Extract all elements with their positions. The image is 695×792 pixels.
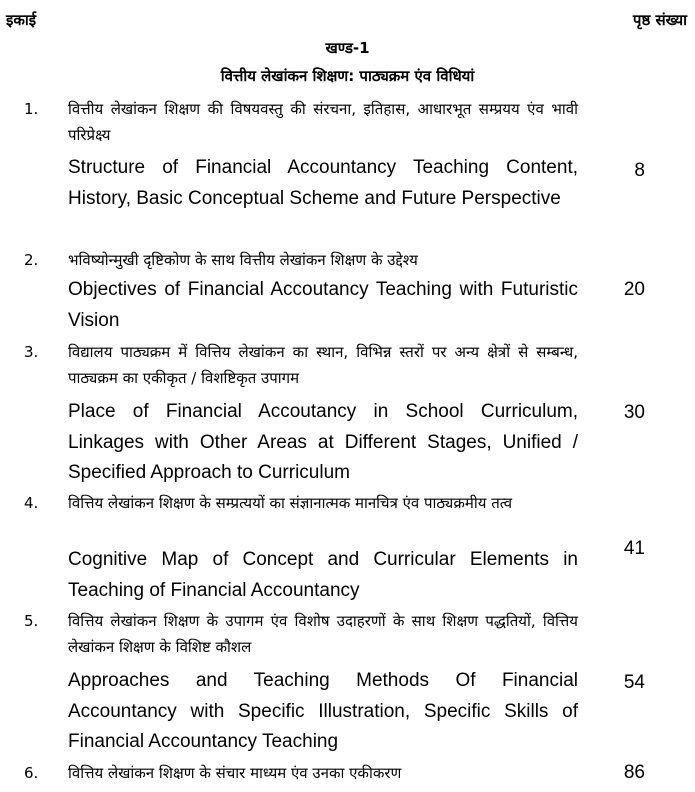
entry-hindi-title: विद्यालय पाठ्यक्रम में वित्तिय लेखांकन का स्थान, विभिन्न स्तरों पर अन्य क्षेत्रों से सम्बन्ध, पाठ्यक्रम का एकीकृत / विशष्टिकृत उपागम	[68, 343, 578, 387]
section-title: वित्तीय लेखांकन शिक्षण: पाठ्यक्रम एंव विधियां	[220, 67, 475, 85]
entry-hindi-title: भविष्योन्मुखी दृष्टिकोण के साथ वित्तीय लेखांकन शिक्षण के उद्देश्य	[68, 251, 418, 269]
entry-number: 3.	[24, 343, 39, 361]
page-number-column-header: पृष्ठ संख्या	[632, 11, 687, 29]
entry-page-number: 86	[623, 762, 645, 783]
entry-english-title: Place of Financial Accoutancy in School Curriculum, Linkages with Other Areas at Different Stages, Unified / Specified Approach to Curriculum	[68, 401, 578, 483]
unit-column-header: इकाई	[6, 11, 37, 29]
entry-page-number: 20	[623, 279, 645, 300]
entry-page-number: 30	[623, 402, 645, 423]
entry-number: 1.	[24, 100, 39, 118]
entry-page-number: 8	[634, 160, 645, 181]
entry-number: 5.	[24, 612, 39, 630]
entry-hindi-title: वित्तीय लेखांकन शिक्षण की विषयवस्तु की संरचना, इतिहास, आधारभूत सम्प्रयय एंव भावी परिप्रेक्ष्य	[68, 100, 578, 144]
section-label: खण्ड-1	[325, 39, 370, 57]
entry-english-title: Cognitive Map of Concept and Curricular Elements in Teaching of Financial Accountancy	[68, 549, 578, 601]
entry-number: 4.	[24, 494, 39, 512]
entry-page-number: 41	[623, 538, 645, 559]
entry-hindi-title: वित्तिय लेखांकन शिक्षण के उपागम एंव विशोष उदाहरणों के साथ शिक्षण पद्धतियों, वित्तिय लेखांकन शिक्षण के विशिष्ट कौशल	[68, 612, 578, 656]
entry-page-number: 54	[623, 672, 645, 693]
entry-english-title: Structure of Financial Accountancy Teaching Content, History, Basic Conceptual Scheme and Future Perspective	[68, 157, 578, 209]
entry-english-title: Objectives of Financial Accoutancy Teaching with Futuristic Vision	[68, 279, 578, 331]
entry-number: 2.	[24, 251, 39, 269]
entry-hindi-title: वित्तिय लेखांकन शिक्षण के सम्प्रत्ययों का संज्ञानात्मक मानचित्र एंव पाठ्यक्रमीय तत्व	[68, 494, 513, 512]
entry-number: 6.	[24, 764, 39, 782]
entry-english-title: Approaches and Teaching Methods Of Financial Accountancy with Specific Illustration, Specific Skills of Financial Accountancy Teaching	[68, 670, 578, 752]
entry-hindi-title: वित्तिय लेखांकन शिक्षण के संचार माध्यम एंव उनका एकीकरण	[68, 764, 402, 782]
